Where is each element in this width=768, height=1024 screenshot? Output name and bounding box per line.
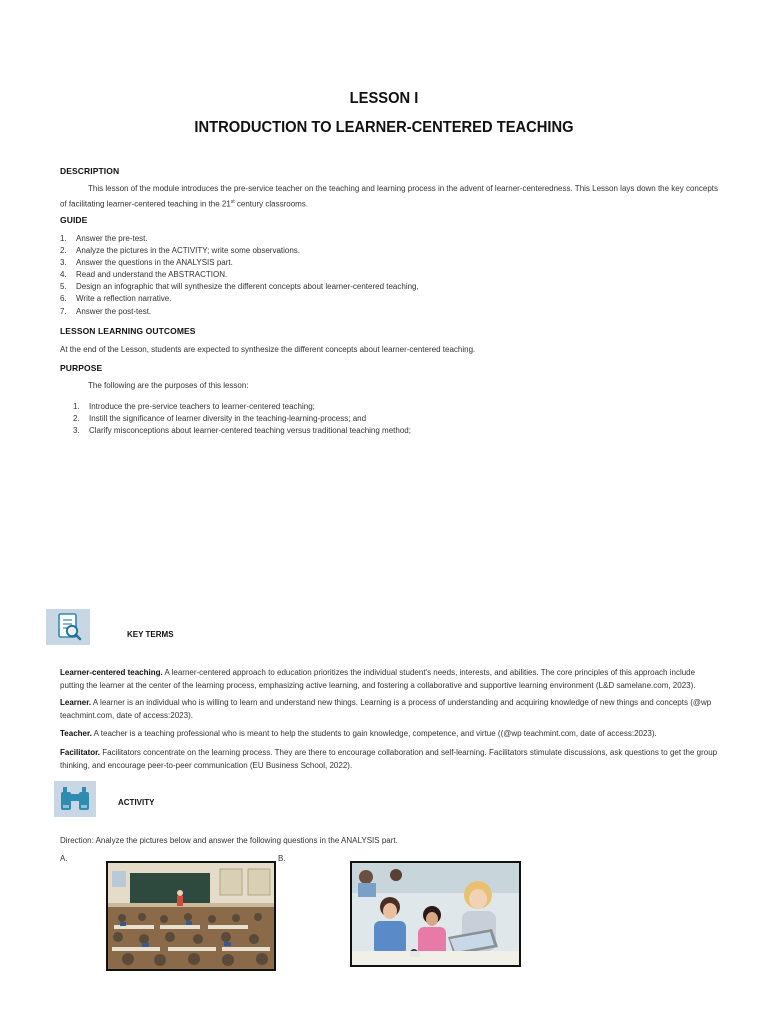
purpose-heading: PURPOSE [60, 363, 103, 373]
guide-item [60, 293, 720, 305]
guide-list [60, 233, 720, 318]
term-text: A learner-centered approach to education prioritizes the individual student's needs, interests, and abilities. The core principles of this approach include putting the learner at the center of the learning process, emphasizing active learning, and fostering a collaborative and supportive learning environment (L&D samelane.com, 2023). [60, 668, 696, 690]
lesson-number: LESSON I [349, 90, 419, 107]
guide-item-text: Analyze the pictures in the ACTIVITY; write some observations. [76, 246, 301, 256]
term-definition [60, 728, 720, 741]
term-text: A teacher is a teaching professional who is meant to help the students to gain knowledge, competence, and virtue ((@wp teachmint.com, date of access:2023). [91, 729, 657, 738]
outcomes-heading: LESSON LEARNING OUTCOMES [60, 326, 196, 336]
description-text [60, 183, 720, 211]
purpose-item-text: Instill the significance of learner diversity in the teaching-learning-process; and [89, 414, 367, 424]
guide-item-number: 4. [60, 270, 67, 280]
guide-item-number: 3. [60, 258, 67, 268]
guide-item-text: Answer the post-test. [76, 306, 152, 316]
description-text-a: This lesson of the module introduces the pre-service teacher on the teaching and learning process in the advent of learner-centeredness. This Lesson lays down the key concepts of facilitating learner-centered teaching in the 21 [60, 184, 718, 209]
binoculars-icon [54, 781, 96, 817]
classroom-photo-b-image [352, 863, 519, 965]
purpose-item-text: Introduce the pre-service teachers to learner-centered teaching; [89, 402, 315, 411]
description-text-sup: st [230, 198, 235, 205]
guide-item-number: 2. [60, 246, 67, 256]
term-text: A learner is an individual who is willing to learn and understand new things. Learning is a process of understanding and acquiring knowledge of new things and concepts (@wp teachmint.com, date of access:2023). [60, 698, 712, 720]
guide-item-text: Answer the pre-test. [76, 234, 148, 243]
lesson-title: INTRODUCTION TO LEARNER-CENTERED TEACHING [194, 119, 574, 136]
term-name: Teacher. [60, 729, 92, 738]
guide-item [60, 306, 720, 318]
term-definition [60, 747, 720, 772]
magnifier-document-icon [46, 609, 90, 645]
classroom-photo-a [106, 861, 276, 971]
guide-item-number: 1. [60, 234, 67, 243]
picture-a-label: A. [60, 854, 68, 863]
purpose-item-number: 1. [73, 402, 80, 411]
term-text: Facilitators concentrate on the learning process. They are there to encourage collaboration and self-learning. Facilitators stimulate discussions, ask questions to get the group thinking, and encourage peer-to-peer communication (EU Business School, 2022). [60, 748, 718, 770]
guide-item [60, 245, 720, 257]
guide-item [60, 281, 720, 293]
purpose-intro: The following are the purposes of this lesson: [88, 381, 249, 390]
description-heading: DESCRIPTION [60, 166, 120, 176]
guide-item-text: Answer the questions in the ANALYSIS part. [76, 258, 233, 268]
purpose-item-text: Clarify misconceptions about learner-centered teaching versus traditional teaching method; [89, 426, 411, 436]
picture-b-label: B. [278, 854, 286, 863]
guide-item-text: Design an infographic that will synthesize the different concepts about learner-centered teaching, [76, 282, 419, 292]
purpose-item [73, 425, 713, 437]
purpose-item [73, 401, 713, 413]
guide-item-number: 6. [60, 294, 67, 304]
purpose-list [73, 401, 713, 437]
purpose-item [73, 413, 713, 425]
guide-item-number: 7. [60, 306, 67, 316]
guide-item [60, 257, 720, 269]
purpose-item-number: 2. [73, 414, 80, 424]
term-definition [60, 667, 720, 692]
term-name: Facilitator. [60, 748, 101, 757]
term-definition [60, 697, 720, 722]
guide-item-number: 5. [60, 282, 67, 292]
classroom-photo-b [350, 861, 521, 967]
guide-item-text: Write a reflection narrative. [76, 294, 172, 304]
guide-item [60, 269, 720, 281]
outcomes-text: At the end of the Lesson, students are expected to synthesize the different concepts about learner-centered teaching. [60, 345, 476, 354]
classroom-photo-a-image [108, 863, 274, 969]
key-terms-label: KEY TERMS [127, 630, 174, 639]
purpose-item-number: 3. [73, 426, 80, 436]
guide-item-text: Read and understand the ABSTRACTION. [76, 270, 228, 280]
description-text-b: century classrooms. [234, 199, 309, 209]
term-name: Learner. [60, 698, 92, 707]
term-name: Learner-centered teaching. [60, 668, 163, 677]
activity-label: ACTIVITY [118, 798, 155, 807]
activity-direction: Direction: Analyze the pictures below and answer the following questions in the ANALYSIS part. [60, 836, 398, 845]
binoculars-icon-svg [54, 781, 96, 817]
guide-item [60, 233, 720, 245]
magnifier-document-icon-svg [46, 609, 90, 645]
guide-heading: GUIDE [60, 215, 88, 225]
